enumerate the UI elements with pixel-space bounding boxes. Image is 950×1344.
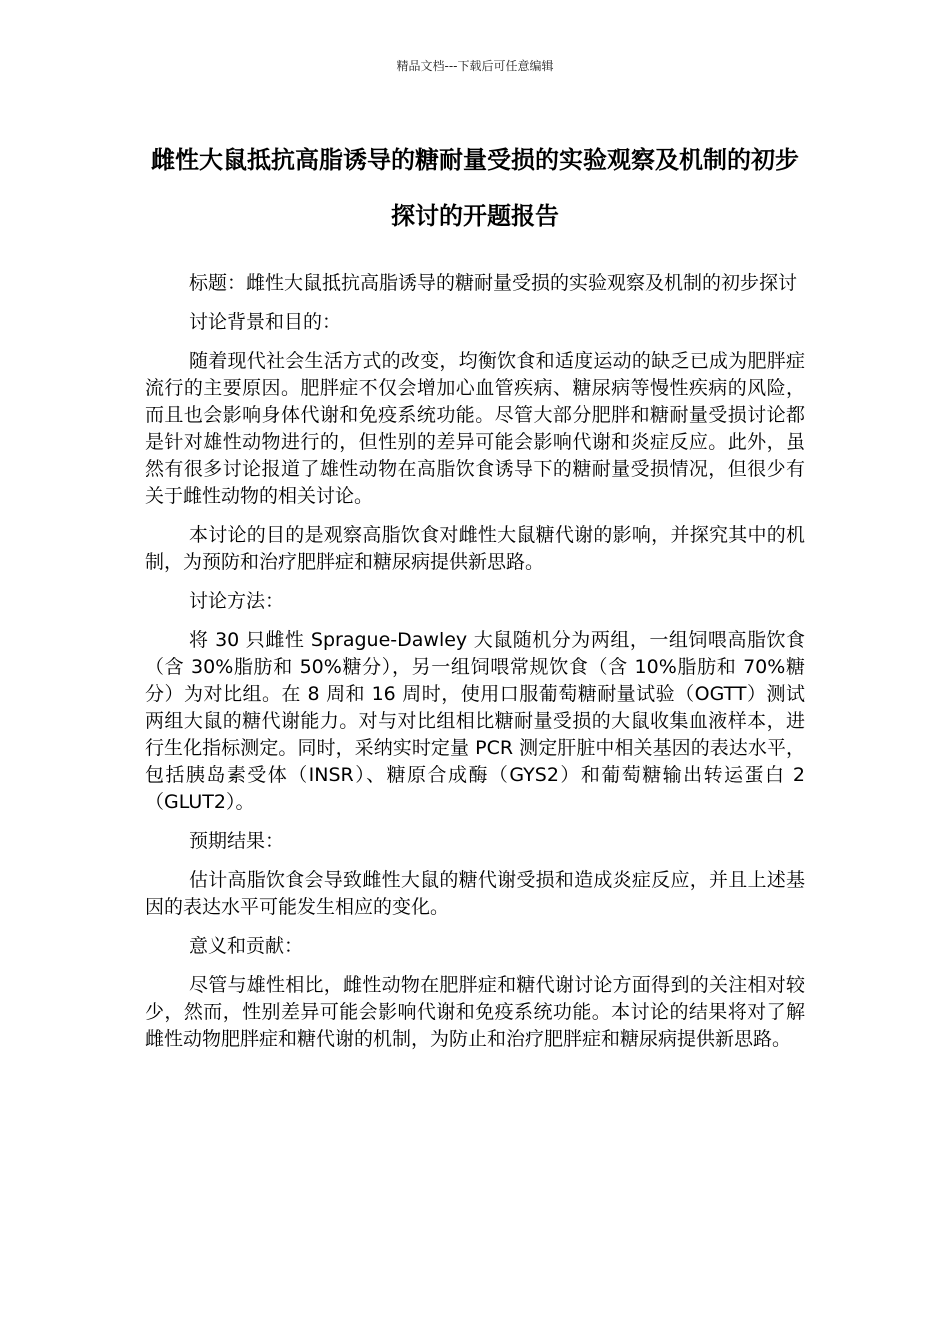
paragraph-expected-results: 估计高脂饮食会导致雌性大鼠的糖代谢受损和造成炎症反应，并且上述基因的表达水平可能发生相应的变化。: [145, 869, 805, 918]
heading-significance: 意义和贡献：: [189, 935, 304, 957]
paragraph-background: 随着现代社会生活方式的改变，均衡饮食和适度运动的缺乏已成为肥胖症流行的主要原因。肥胖症不仅会增加心血管疾病、糖尿病等慢性疾病的风险，而且也会影响身体代谢和免疫系统功能。尽管大部分肥胖和糖耐量受损讨论都是针对雄性动物进行的，但性别的差异可能会影响代谢和炎症反应。此外，虽然有很多讨论报道了雄性动物在高脂饮食诱导下的糖耐量受损情况，但很少有关于雌性动物的相关讨论。: [145, 350, 805, 507]
heading-expected-results: 预期结果：: [189, 830, 285, 852]
heading-background: 讨论背景和目的：: [189, 311, 342, 333]
heading-methods: 讨论方法：: [189, 590, 285, 612]
paragraph-purpose: 本讨论的目的是观察高脂饮食对雌性大鼠糖代谢的影响，并探究其中的机制，为预防和治疗肥胖症和糖尿病提供新思路。: [145, 524, 805, 573]
paragraph-methods: 将 30 只雌性 Sprague-Dawley 大鼠随机分为两组，一组饲喂高脂饮食（含 30%脂肪和 50%糖分），另一组饲喂常规饮食（含 10%脂肪和 70%糖分）为对比组。在 8 周和 16 周时，使用口服葡萄糖耐量试验（OGTT）测试两组大鼠的糖代谢能力。对与对比组相比糖耐量受损的大鼠收集血液样本，进行生化指标测定。同时，采纳实时定量 PCR 测定肝脏中相关基因的表达水平，包括胰岛素受体（INSR）、糖原合成酶（GYS2）和葡萄糖输出转运蛋白 2（GLUT2）。: [145, 629, 805, 813]
paragraph-title-line: 标题：雌性大鼠抵抗高脂诱导的糖耐量受损的实验观察及机制的初步探讨: [189, 272, 798, 294]
document-body: [145, 270, 805, 1065]
page-header-note: 精品文档---下载后可任意编辑: [396, 59, 554, 73]
paragraph-significance: 尽管与雄性相比，雌性动物在肥胖症和糖代谢讨论方面得到的关注相对较少，然而，性别差异可能会影响代谢和免疫系统功能。本讨论的结果将对了解雌性动物肥胖症和糖代谢的机制，为防止和治疗肥胖症和糖尿病提供新思路。: [145, 974, 805, 1050]
document-title: 雌性大鼠抵抗高脂诱导的糖耐量受损的实验观察及机制的初步探讨的开题报告: [151, 146, 799, 230]
